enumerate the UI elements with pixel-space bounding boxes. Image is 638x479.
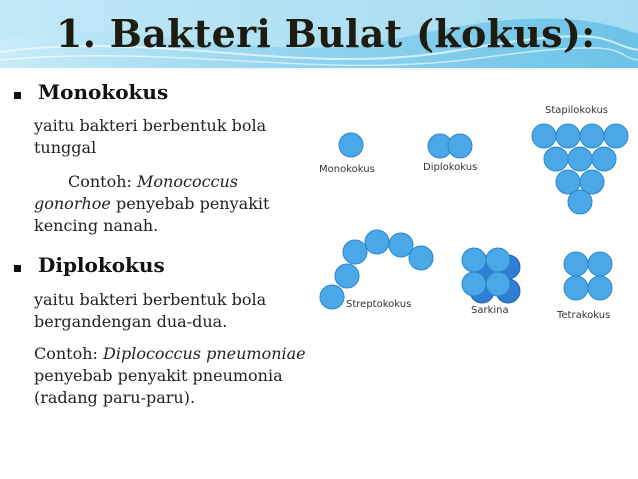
label-sarkina: Sarkina [471,305,509,316]
bullet-square-icon [14,265,21,272]
tetracoccus-cells [564,252,612,300]
example-diplokokus [34,343,310,409]
monococcus-cell [339,133,363,157]
slide-title: 1. Bakteri Bulat (kokus): [56,11,596,56]
heading-diplokokus: Diplokokus [38,253,165,277]
example-monokokus [34,171,310,237]
heading-monokokus: Monokokus [38,80,169,104]
streptococcus-chain [320,230,433,309]
staphylococcus-cluster [532,124,628,214]
label-tetrakokus: Tetrakokus [557,310,611,321]
example-description: penyebab penyakit kencing nanah. [34,194,270,235]
species-name: Monococcus gonorhoe [34,172,239,213]
bullet-square-icon [14,92,21,99]
label-monokokus: Monokokus [319,164,375,175]
label-diplokokus: Diplokokus [423,162,478,173]
diplococcus-cells [428,134,472,158]
coccus-illustration [313,92,635,330]
definition-diplokokus: yaitu bakteri berbentuk bola bergandengan dua-dua. [34,290,267,331]
species-name: Diplococcus pneumoniae [103,344,306,363]
label-streptokokus: Streptokokus [346,299,412,310]
label-stapilokokus: Stapilokokus [545,105,609,116]
definition-monokokus: yaitu bakteri berbentuk bola tunggal [34,116,267,157]
example-label: Contoh: [34,344,104,363]
coccus-arrangement-figure [313,92,635,330]
example-description: penyebab penyakit pneumonia (radang paru-paru). [34,366,283,407]
example-label: Contoh: [68,172,138,191]
